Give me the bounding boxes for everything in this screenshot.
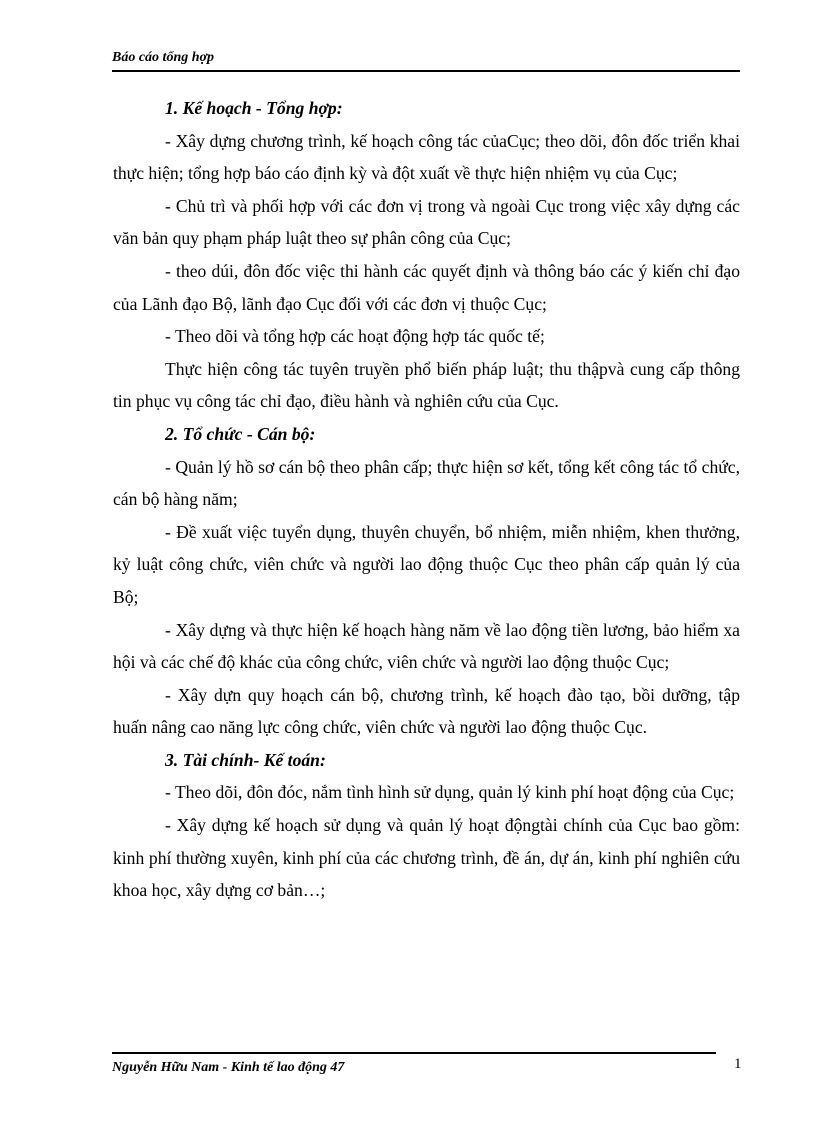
section-heading: 1. Kế hoạch - Tổng hợp: <box>165 98 343 118</box>
paragraph: Thực hiện công tác tuyên truyền phổ biến pháp luật; thu thậpvà cung cấp thông tin phục vụ công tác chỉ đạo, điều hành và nghiên cứu của Cục. <box>113 358 740 412</box>
paragraph: - Theo dõi và tổng hợp các hoạt động hợp tác quốc tế; <box>165 326 545 347</box>
paragraph: - Xây dựng và thực hiện kế hoạch hàng năm về lao động tiền lương, bảo hiểm xa hội và các chế độ khác của công chức, viên chức và người lao động thuộc Cục; <box>113 619 740 673</box>
paragraph: - Xây dựng chương trình, kế hoạch công tác củaCục; theo dõi, đôn đốc triển khai thực hiện; tổng hợp báo cáo định kỳ và đột xuất về thực hiện nhiệm vụ của Cục; <box>113 130 740 184</box>
paragraph: - Xây dựn quy hoạch cán bộ, chương trình, kế hoạch đào tạo, bồi dưỡng, tập huấn nâng cao năng lực công chức, viên chức và người lao động thuộc Cục. <box>113 684 740 738</box>
paragraph: - Chủ trì và phối hợp với các đơn vị trong và ngoài Cục trong việc xây dựng các văn bản quy phạm pháp luật theo sự phân công của Cục; <box>113 195 740 249</box>
page-number: 1 <box>734 1056 742 1072</box>
section-heading: 2. Tổ chức - Cán bộ: <box>165 423 316 444</box>
paragraph: - Theo dõi, đôn đóc, nắm tình hình sử dụng, quản lý kinh phí hoạt động của Cục; <box>165 782 735 803</box>
paragraph: - Đề xuất việc tuyển dụng, thuyên chuyển, bổ nhiệm, miễn nhiệm, khen thưởng, kỷ luật công chức, viên chức và người lao động thuộc Cục theo phân cấp quản lý của Bộ; <box>113 521 740 607</box>
footer-author: Nguyễn Hữu Nam - Kinh tế lao động 47 <box>112 1060 345 1075</box>
paragraph: - theo dúi, đôn đốc việc thi hành các quyết định và thông báo các ý kiến chỉ đạo của Lãnh đạo Bộ, lãnh đạo Cục đối với các đơn vị thuộc Cục; <box>113 260 740 314</box>
footer-divider <box>112 1052 716 1054</box>
document-body <box>113 92 740 907</box>
paragraph: - Quản lý hồ sơ cán bộ theo phân cấp; thực hiện sơ kết, tổng kết công tác tổ chức, cán bộ hàng năm; <box>113 456 740 510</box>
paragraph: - Xây dựng kế hoạch sử dụng và quản lý hoạt độngtài chính của Cục bao gồm: kinh phí thường xuyên, kinh phí của các chương trình, đề án, dự án, kinh phí nghiên cứu khoa học, xây dựng cơ bản…; <box>113 815 740 901</box>
page-header <box>112 50 740 72</box>
section-heading: 3. Tài chính- Kế toán: <box>165 749 326 770</box>
header-title: Báo cáo tổng hợp <box>112 50 215 65</box>
